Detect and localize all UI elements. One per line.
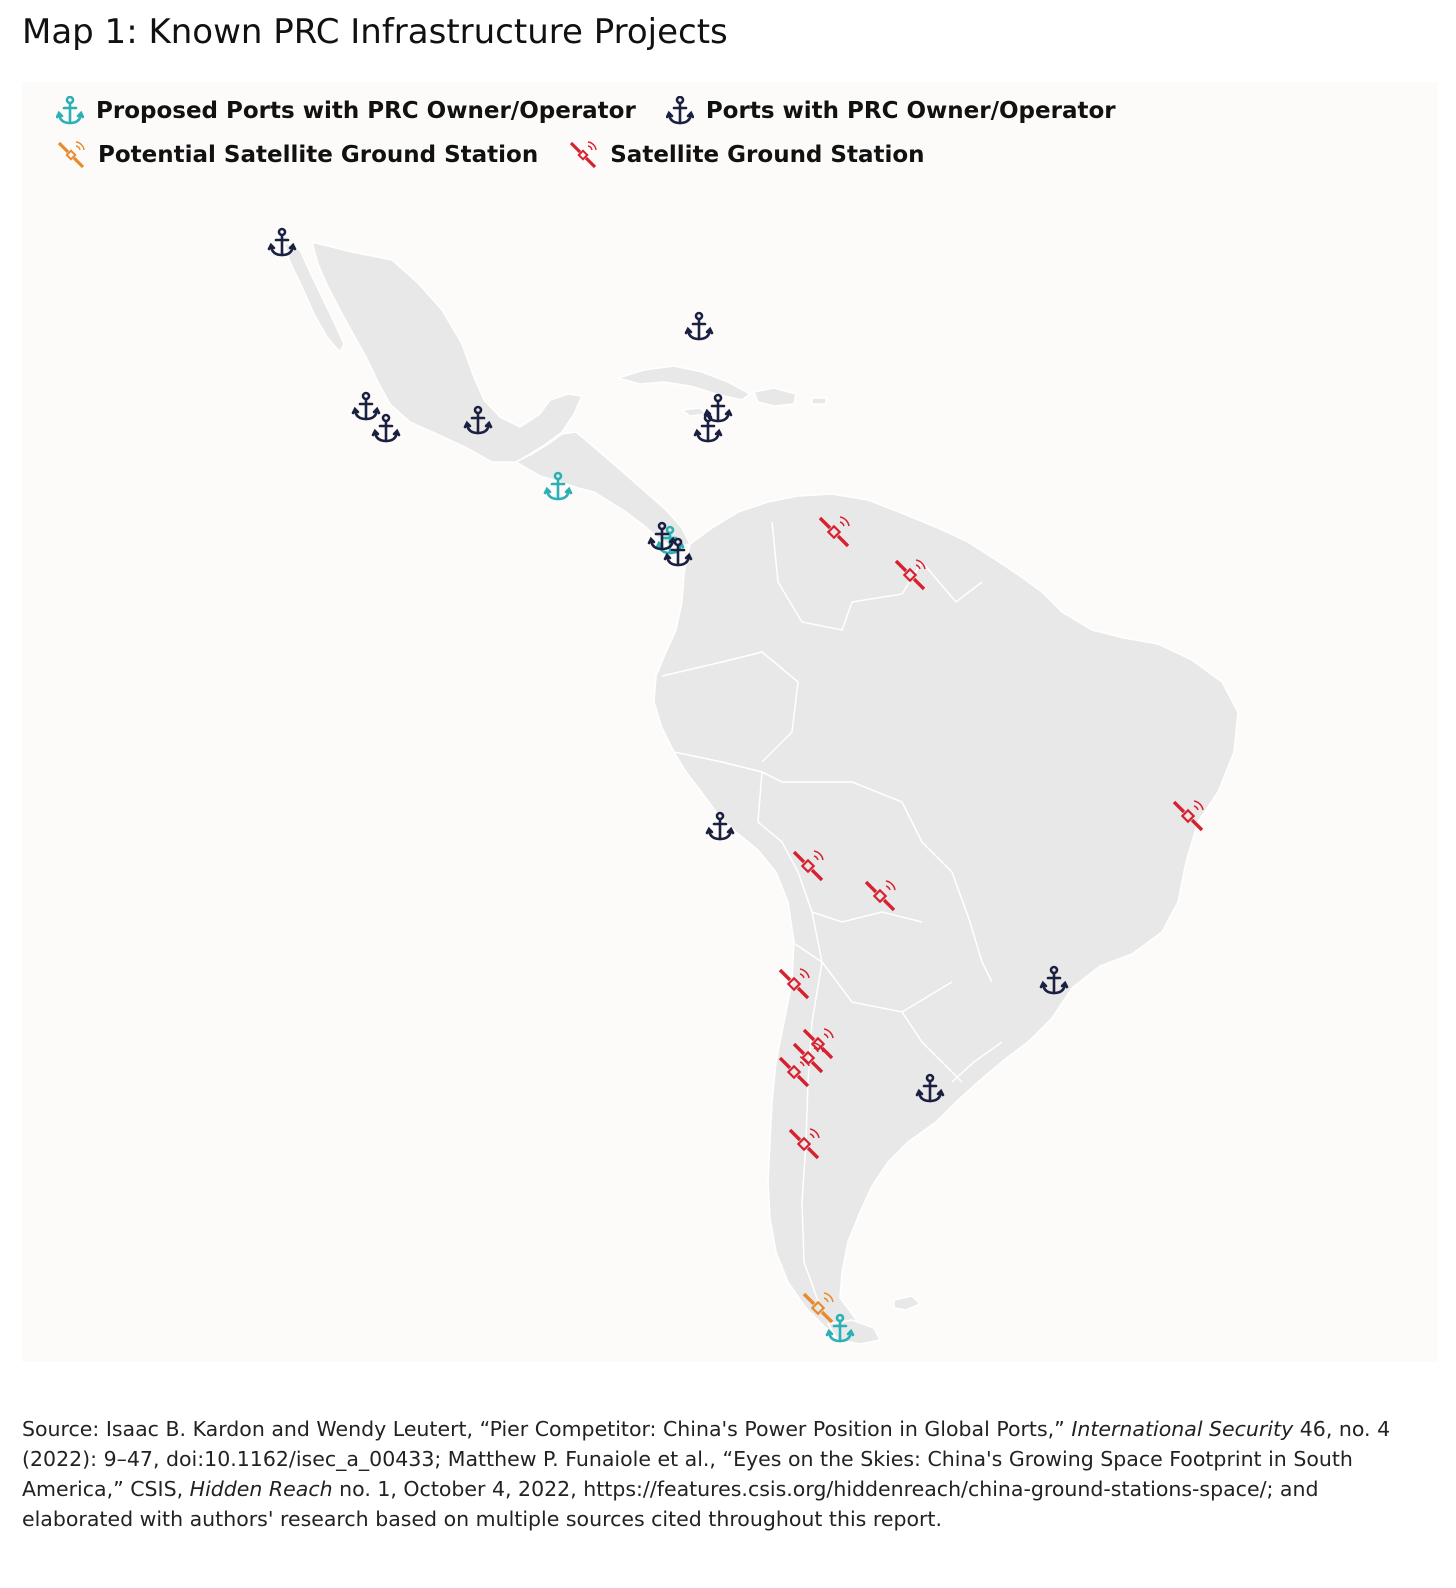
satellite-icon	[568, 140, 598, 170]
port-marker[interactable]	[373, 415, 399, 441]
port-marker[interactable]	[269, 229, 295, 255]
puerto-rico	[812, 398, 826, 404]
satellite-icon	[56, 140, 86, 170]
legend-label: Proposed Ports with PRC Owner/Operator	[96, 98, 636, 124]
legend-item-ports	[666, 96, 1116, 126]
jamaica	[682, 408, 706, 416]
legend-label: Ports with PRC Owner/Operator	[705, 98, 1116, 124]
source-text: 46, no. 4 (2022): 9–47, doi:10.1162/isec_a_00433; Matthew P. Funaiole et al., “Eyes on the Skies: China's Growing Space Footprint in South America,” CSIS,	[22, 1417, 1391, 1501]
falklands	[894, 1296, 920, 1310]
anchor-icon	[56, 96, 84, 126]
port-marker[interactable]	[353, 393, 379, 419]
legend-item-potential-satellite	[56, 140, 538, 170]
mexico	[312, 242, 582, 462]
source-note	[22, 1414, 1432, 1534]
map-canvas	[22, 82, 1438, 1362]
cuba	[618, 366, 750, 400]
map-panel	[22, 82, 1438, 1362]
legend-row-2	[56, 140, 955, 170]
legend-item-satellite	[568, 140, 924, 170]
source-text: no. 1, October 4, 2022, https://features.csis.org/hiddenreach/china-ground-stations-space/; and elaborated with authors' research based on multiple sources cited throughout this report.	[22, 1477, 1319, 1531]
south-america	[654, 494, 1238, 1340]
anchor-icon	[666, 96, 694, 126]
legend-item-proposed-ports	[56, 96, 636, 126]
legend-label: Potential Satellite Ground Station	[98, 142, 539, 168]
map-title: Map 1: Known PRC Infrastructure Projects	[22, 12, 728, 52]
source-series: Hidden Reach	[189, 1477, 333, 1501]
source-text: Source: Isaac B. Kardon and Wendy Leutert, “Pier Competitor: China's Power Position in Global Ports,”	[22, 1417, 1065, 1441]
legend-row-1	[56, 96, 1146, 126]
legend-label: Satellite Ground Station	[610, 142, 925, 168]
central-america	[516, 432, 690, 548]
hispaniola	[754, 388, 796, 406]
source-journal: International Security	[1071, 1417, 1294, 1441]
port-marker[interactable]	[705, 395, 731, 421]
port-marker[interactable]	[686, 313, 712, 339]
